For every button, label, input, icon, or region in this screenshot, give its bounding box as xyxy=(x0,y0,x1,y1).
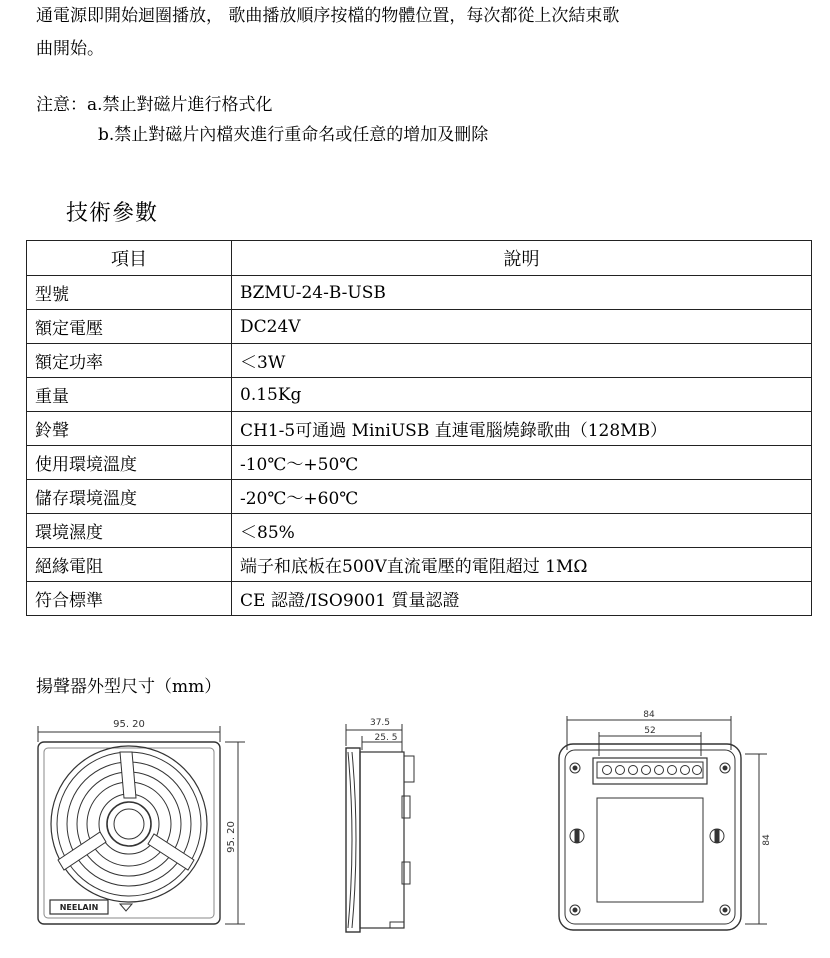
spec-table xyxy=(26,240,812,616)
header-item: 項目 xyxy=(27,241,232,276)
front-width-label: 95. 20 xyxy=(113,719,145,730)
row-value: ＜85% xyxy=(232,514,812,548)
intro-line-2: 曲開始。 xyxy=(36,39,104,59)
row-label: 絕緣電阻 xyxy=(27,548,232,582)
row-label: 使用環境溫度 xyxy=(27,446,232,480)
intro-line-1: 通電源即開始迴圈播放， 歌曲播放順序按檔的物體位置，每次都從上次結束歌 xyxy=(36,6,620,26)
terminal-screw xyxy=(668,766,677,775)
row-label: 額定功率 xyxy=(27,344,232,378)
table-row xyxy=(27,378,812,412)
terminal-screw xyxy=(629,766,638,775)
front-view-drawing xyxy=(20,712,260,942)
row-value: ＜3W xyxy=(232,344,812,378)
side-body xyxy=(360,752,404,928)
row-value: CE 認證/ISO9001 質量認證 xyxy=(232,582,812,616)
triangle-icon xyxy=(120,904,132,911)
row-label: 鈴聲 xyxy=(27,412,232,446)
table-row xyxy=(27,276,812,310)
terminal-screw xyxy=(616,766,625,775)
header-description: 說明 xyxy=(232,241,812,276)
table-row xyxy=(27,344,812,378)
row-value: CH1-5可通過 MiniUSB 直連電腦燒錄歌曲（128MB） xyxy=(232,412,812,446)
back-view-drawing xyxy=(545,708,785,943)
note-line-1: 注意：a.禁止對磁片進行格式化 xyxy=(36,95,273,115)
side-inner-label: 25. 5 xyxy=(374,733,398,743)
terminal-screw xyxy=(681,766,690,775)
front-height-label: 95. 20 xyxy=(226,821,237,853)
row-value: DC24V xyxy=(232,310,812,344)
side-top-label: 37.5 xyxy=(369,718,391,728)
table-row xyxy=(27,446,812,480)
table-row xyxy=(27,310,812,344)
table-header-row xyxy=(27,241,812,276)
table-row xyxy=(27,480,812,514)
side-front-panel xyxy=(346,748,360,932)
note-block xyxy=(36,90,488,150)
table-row xyxy=(27,412,812,446)
row-value: -10℃～+50℃ xyxy=(232,446,812,480)
row-value: 0.15Kg xyxy=(232,378,812,412)
row-value: 端子和底板在500V直流電壓的電阻超过 1MΩ xyxy=(232,548,812,582)
terminal-screw xyxy=(603,766,612,775)
back-height-label: 84 xyxy=(762,834,772,846)
brand-logo-text: NEELAIN xyxy=(59,903,99,912)
table-row xyxy=(27,514,812,548)
intro-paragraph xyxy=(36,0,796,66)
dimensions-title: 揚聲器外型尺寸（mm） xyxy=(36,677,222,697)
back-label-plate xyxy=(597,798,703,902)
row-label: 重量 xyxy=(27,378,232,412)
row-label: 型號 xyxy=(27,276,232,310)
row-label: 額定電壓 xyxy=(27,310,232,344)
row-label: 環境濕度 xyxy=(27,514,232,548)
row-label: 儲存環境溫度 xyxy=(27,480,232,514)
row-value: -20℃～+60℃ xyxy=(232,480,812,514)
back-inner-label: 52 xyxy=(644,726,656,736)
terminal-screw xyxy=(693,766,702,775)
row-value: BZMU-24-B-USB xyxy=(232,276,812,310)
terminal-screw xyxy=(642,766,651,775)
note-line-2: b.禁止對磁片內檔夾進行重命名或任意的增加及刪除 xyxy=(98,125,489,145)
back-top-label: 84 xyxy=(643,710,655,720)
row-label: 符合標準 xyxy=(27,582,232,616)
side-view-drawing xyxy=(330,712,440,942)
table-row xyxy=(27,548,812,582)
table-row xyxy=(27,582,812,616)
section-title: 技術參數 xyxy=(66,201,159,226)
terminal-screw xyxy=(655,766,664,775)
